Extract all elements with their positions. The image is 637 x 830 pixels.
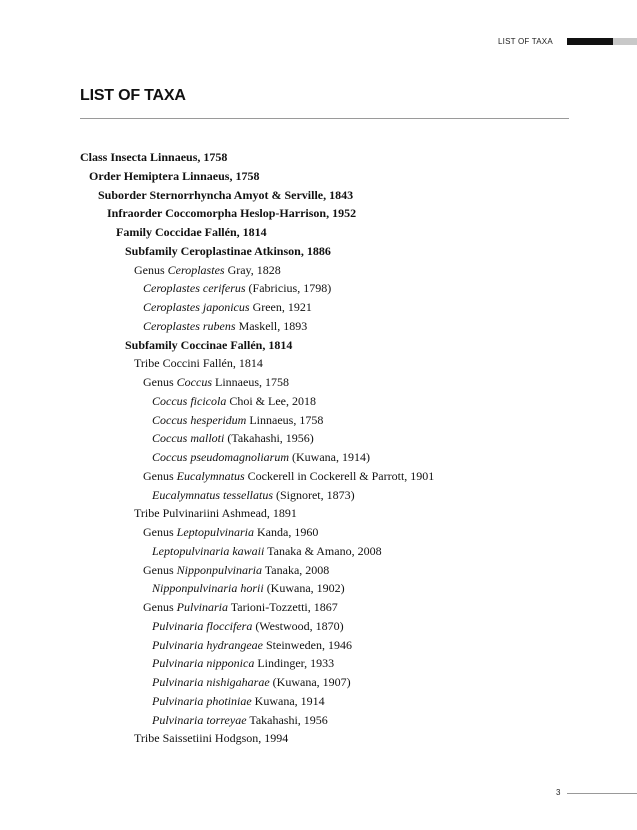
header-bar-tail xyxy=(613,38,637,45)
title-divider xyxy=(80,118,569,119)
taxon-subfamily: Subfamily Coccinae Fallén, 1814 xyxy=(125,337,293,352)
header-bar-accent xyxy=(567,38,613,45)
taxon-species: Pulvinaria floccifera (Westwood, 1870) xyxy=(152,618,344,633)
taxon-species: Ceroplastes ceriferus (Fabricius, 1798) xyxy=(143,281,332,296)
running-header-label: LIST OF TAXA xyxy=(498,37,553,46)
taxon-tribe: Tribe Coccini Fallén, 1814 xyxy=(134,356,263,371)
taxon-species: Pulvinaria nishigaharae (Kuwana, 1907) xyxy=(152,675,351,689)
taxon-order: Order Hemiptera Linnaeus, 1758 xyxy=(89,168,260,183)
taxon-genus: Genus Eucalymnatus Cockerell in Cockerell & Parrott, 1901 xyxy=(143,468,435,483)
taxon-species: Pulvinaria hydrangeae Steinweden, 1946 xyxy=(152,637,352,652)
taxa-list xyxy=(80,148,600,748)
taxon-genus: Genus Leptopulvinaria Kanda, 1960 xyxy=(143,525,319,539)
taxon-species: Coccus hesperidum Linnaeus, 1758 xyxy=(152,412,324,427)
taxon-tribe: Tribe Saissetiini Hodgson, 1994 xyxy=(134,731,289,746)
taxon-class: Class Insecta Linnaeus, 1758 xyxy=(80,150,228,164)
page-number: 3 xyxy=(556,788,561,797)
taxon-species: Eucalymnatus tessellatus (Signoret, 1873) xyxy=(152,487,355,502)
taxon-genus: Genus Coccus Linnaeus, 1758 xyxy=(143,375,289,389)
footer-rule xyxy=(567,793,637,794)
taxon-species: Ceroplastes japonicus Green, 1921 xyxy=(143,300,312,314)
taxon-species: Pulvinaria photiniae Kuwana, 1914 xyxy=(152,693,325,708)
taxon-genus: Genus Nipponpulvinaria Tanaka, 2008 xyxy=(143,562,330,577)
taxon-suborder: Suborder Sternorrhyncha Amyot & Serville, 1843 xyxy=(98,187,354,202)
taxon-species: Pulvinaria torreyae Takahashi, 1956 xyxy=(152,712,328,727)
page-title: LIST OF TAXA xyxy=(80,87,186,104)
taxon-species: Coccus malloti (Takahashi, 1956) xyxy=(152,431,314,446)
taxon-genus: Genus Pulvinaria Tarioni-Tozzetti, 1867 xyxy=(143,600,338,614)
taxon-subfamily: Subfamily Ceroplastinae Atkinson, 1886 xyxy=(125,243,331,258)
taxon-species: Nipponpulvinaria horii (Kuwana, 1902) xyxy=(152,581,345,596)
taxon-family: Family Coccidae Fallén, 1814 xyxy=(116,225,267,239)
taxon-species: Coccus pseudomagnoliarum (Kuwana, 1914) xyxy=(152,450,370,464)
taxon-species: Pulvinaria nipponica Lindinger, 1933 xyxy=(152,656,335,671)
taxon-species: Ceroplastes rubens Maskell, 1893 xyxy=(143,318,308,333)
taxon-genus: Genus Ceroplastes Gray, 1828 xyxy=(134,262,281,277)
taxon-species: Coccus ficicola Choi & Lee, 2018 xyxy=(152,393,316,408)
taxon-species: Leptopulvinaria kawaii Tanaka & Amano, 2008 xyxy=(152,543,382,558)
taxon-tribe: Tribe Pulvinariini Ashmead, 1891 xyxy=(134,506,297,521)
taxon-infraorder: Infraorder Coccomorpha Heslop-Harrison, 1952 xyxy=(107,206,357,221)
